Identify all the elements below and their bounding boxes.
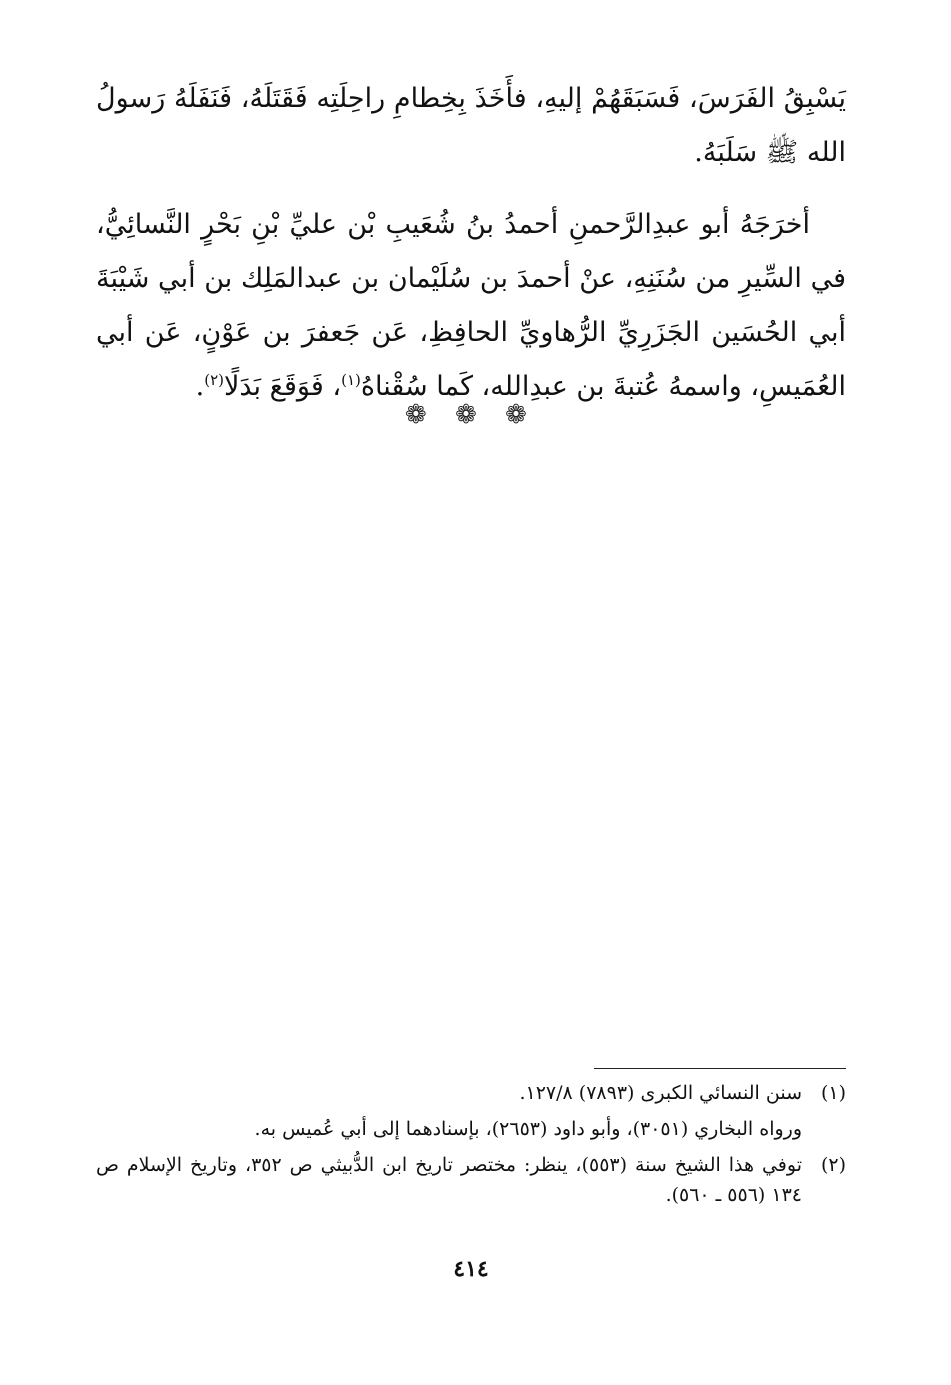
takhrij-text-middle: ، فَوَقَعَ بَدَلًا (223, 371, 342, 402)
footnote-text: توفي هذا الشيخ سنة (٥٥٣)، ينظر: مختصر تاريخ ابن الدُّبيثي ص ٣٥٢، وتاريخ الإسلام ص ١٣٤ (٥٥٦ ـ ٥٦٠). (96, 1154, 802, 1206)
footnote-ref-2[interactable]: (٢) (204, 371, 224, 389)
footnote-text: سنن النسائي الكبرى (٧٨٩٣) ١٢٧/٨. (519, 1082, 802, 1104)
footnote-2 (96, 1150, 846, 1210)
footnotes-section (96, 1078, 846, 1216)
book-page (96, 72, 846, 1352)
takhrij-text: أخرَجَهُ أبو عبدِالرَّحمنِ أحمدُ بنُ شُعَيبِ بْن عليِّ بْنِ بَحْرٍ النَّسائِيُّ، في السِّيرِ من سُنَنِهِ، عنْ أحمدَ بن سُلَيْمان بن عبدالمَلِك بن أبي شَيْبَةَ أبي الحُسَين الجَزَرِيِّ الرُّهاويِّ الحافِظِ، عَن جَعفرَ بن عَوْنٍ، عَن أبي العُمَيسِ، واسمهُ عُتبةَ بن عبدِالله، كَما سُقْناهُ (96, 209, 846, 402)
paragraph-hadith-ending: يَسْبِقُ الفَرَسَ، فَسَبَقَهُمْ إليهِ، فأَخَذَ بِخِطامِ راحِلَتِه فَقَتَلَهُ، فَنَفَلَهُ رَسولُ الله ﷺ سَلَبَهُ. (96, 83, 846, 168)
section-divider-ornament-icon: ❁ ❁ ❁ (405, 400, 537, 430)
footnote-1 (96, 1078, 846, 1108)
takhrij-text-end: . (195, 371, 205, 402)
footnote-1-continuation: ورواه البخاري (٣٠٥١)، وأبو داود (٢٦٥٣)، بإسنادهما إلى أبي عُميس به. (254, 1118, 802, 1140)
footnote-separator-line (594, 1068, 846, 1069)
page-number: ٤١٤ (453, 1256, 489, 1282)
footnote-number: (١) (820, 1082, 846, 1104)
footnote-ref-1[interactable]: (١) (341, 371, 361, 389)
paragraph-takhrij (96, 198, 846, 414)
footnote-number: (٢) (820, 1154, 846, 1176)
